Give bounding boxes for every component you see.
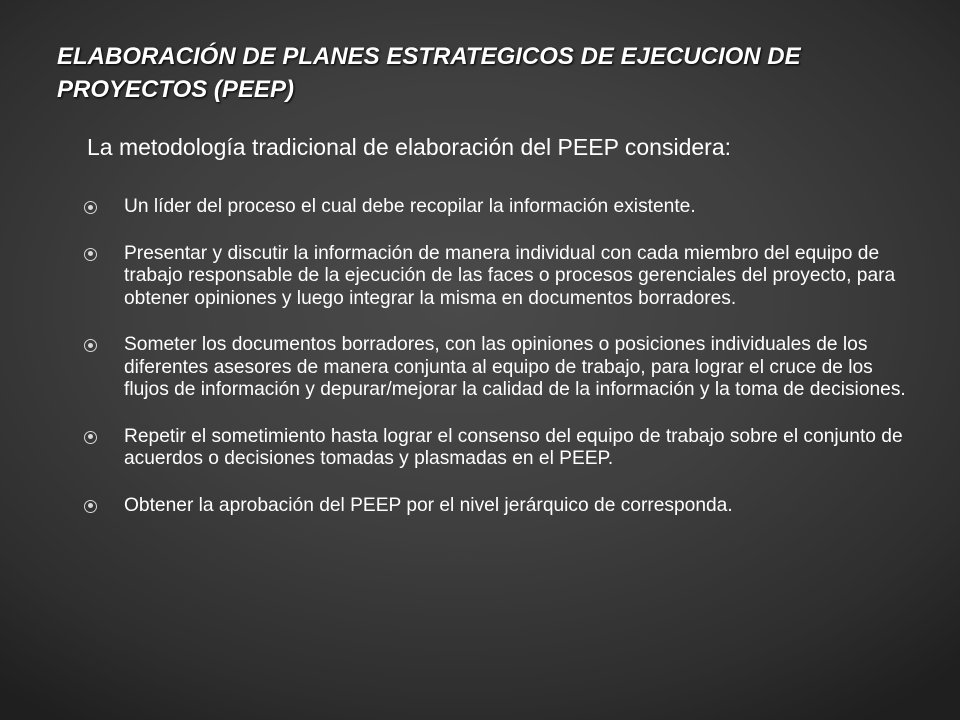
radio-bullet-icon xyxy=(84,248,97,261)
list-item xyxy=(78,334,908,402)
bullet-text: Obtener la aprobación del PEEP por el nivel jerárquico de corresponda. xyxy=(124,494,733,516)
bullet-list xyxy=(78,196,908,541)
list-item xyxy=(78,426,908,471)
radio-bullet-icon xyxy=(84,339,97,352)
radio-bullet-icon xyxy=(84,431,97,444)
bullet-text: Presentar y discutir la información de manera individual con cada miembro del equipo de trabajo responsable de la ejecución de las faces o procesos gerenciales del proyecto, para obtener opiniones y luego integrar la misma en documentos borradores. xyxy=(124,242,896,309)
bullet-text: Un líder del proceso el cual debe recopilar la información existente. xyxy=(124,196,696,217)
radio-bullet-icon xyxy=(84,201,97,214)
bullet-text: Someter los documentos borradores, con las opiniones o posiciones individuales de los diferentes asesores de manera conjunta al equipo de trabajo, para lograr el cruce de los flujos de información y depurar/mejorar la calidad de la información y la toma de decisiones. xyxy=(124,334,906,400)
radio-bullet-icon xyxy=(84,500,97,513)
bullet-text: Repetir el sometimiento hasta lograr el consenso del equipo de trabajo sobre el conjunto de acuerdos o decisiones tomadas y plasmadas en el PEEP. xyxy=(124,425,903,469)
slide-title: ELABORACIÓN DE PLANES ESTRATEGICOS DE EJECUCION DE PROYECTOS (PEEP) xyxy=(57,43,801,103)
intro-text: La metodología tradicional de elaboración del PEEP considera: xyxy=(87,134,731,160)
list-item xyxy=(78,243,908,311)
list-item xyxy=(78,495,908,518)
list-item xyxy=(78,196,908,219)
